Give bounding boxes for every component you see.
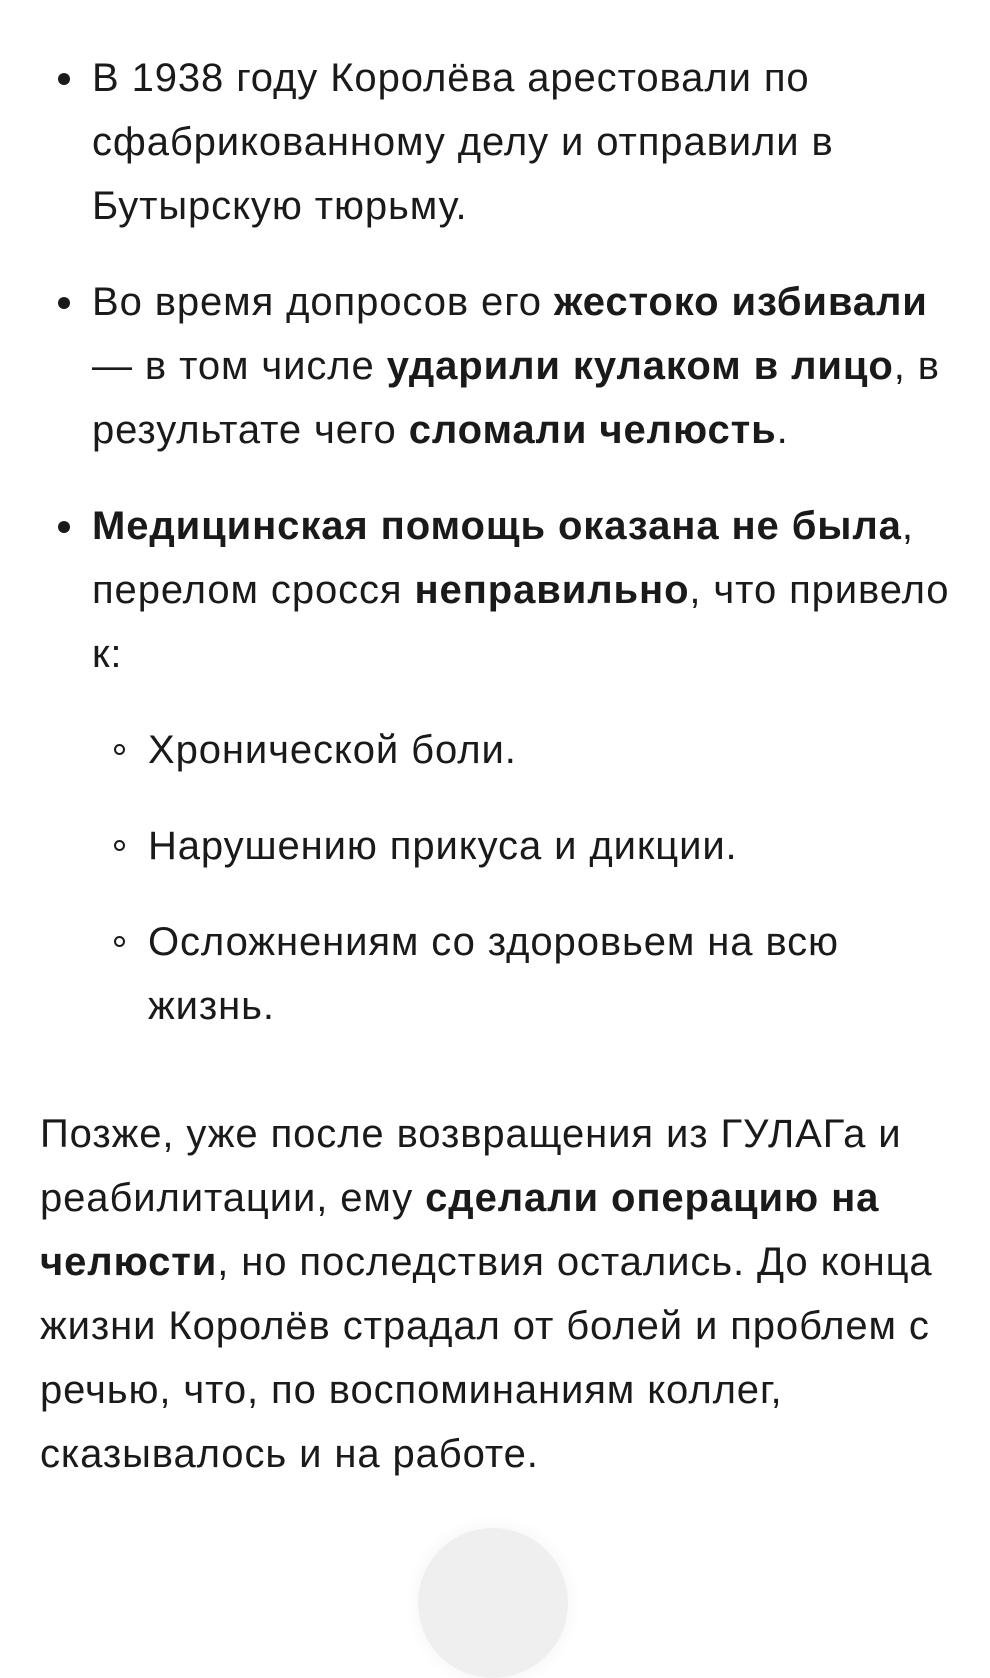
- list-item: [40, 46, 965, 238]
- sub-list: [92, 718, 965, 1038]
- bold-text: ударили кулаком в лицо: [386, 344, 894, 388]
- sub-list-item: Осложнениям со здоровьем на всю жизнь.: [92, 910, 965, 1038]
- list-item-text: , в результате чего: [92, 344, 940, 452]
- paragraph: [40, 1102, 965, 1486]
- sub-list-item: Нарушению прикуса и дикции.: [92, 814, 965, 878]
- list-item-text: В 1938 году Королёва арестовали по сфабрикованному делу и отправили в Бутырскую тюрьму.: [92, 56, 834, 228]
- message-content: [40, 46, 965, 1486]
- list-item-text: , перелом сросся: [92, 504, 914, 612]
- bold-text: Медицинская помощь оказана не была: [92, 504, 902, 548]
- scroll-down-button[interactable]: [418, 1528, 568, 1678]
- bullet-list: [40, 46, 965, 1038]
- sub-list-item: Хронической боли.: [92, 718, 965, 782]
- bold-text: сделали операцию на челюсти: [40, 1176, 880, 1284]
- list-item-text: , что привело к:: [92, 568, 950, 676]
- list-item-text: — в том числе: [92, 344, 387, 388]
- list-item-text: .: [776, 408, 789, 452]
- paragraph-text: , но последствия остались. До конца жизни Королёв страдал от болей и проблем с речью, что, по воспоминаниям коллег, сказывалось и на работе.: [40, 1240, 933, 1476]
- list-item-text: Во время допросов его: [92, 280, 554, 324]
- bold-text: сломали челюсть: [408, 408, 777, 452]
- bold-text: жестоко избивали: [553, 280, 928, 324]
- list-item: [40, 270, 965, 462]
- bold-text: неправильно: [414, 568, 690, 612]
- list-item: [40, 494, 965, 1038]
- paragraph-text: Позже, уже после возвращения из ГУЛАГа и реабилитации, ему: [40, 1112, 902, 1220]
